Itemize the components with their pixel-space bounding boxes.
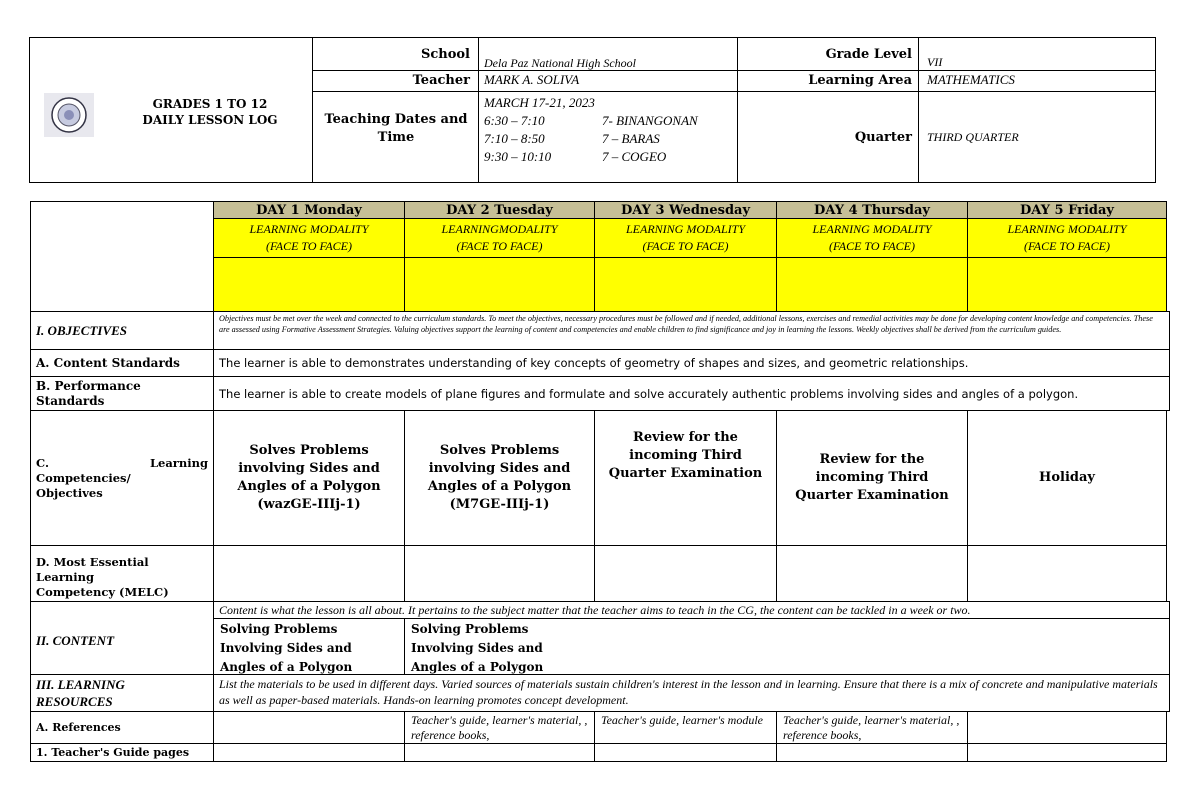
content-note: Content is what the lesson is all about. It pertains to the subject matter that the teacher aims to teach in the CG, the content can be tackled in a week or two.: [213, 601, 1170, 619]
area-value: MATHEMATICS: [927, 72, 1015, 87]
references-day3: Teacher's guide, learner's module: [594, 711, 777, 744]
resources-label: III. LEARNING RESOURCES: [30, 674, 214, 712]
teacher-label: Teacher: [412, 73, 470, 88]
empty-yellow-cell: [213, 257, 405, 312]
references-day5: [967, 711, 1167, 744]
schedule-row: 6:30 – 7:10 7- BINANGONAN: [484, 113, 698, 128]
content-day1: Solving Problems Involving Sides and Angles of a Polygon: [213, 618, 405, 675]
competency-day5: Holiday: [967, 410, 1167, 546]
competency-day3: Review for the incoming Third Quarter Examination: [594, 410, 777, 546]
references-day1: [213, 711, 405, 744]
modality-cell: LEARNING MODALITY (FACE TO FACE): [776, 218, 968, 258]
melc-day5: [967, 545, 1167, 602]
day-header: DAY 1 Monday: [213, 201, 405, 219]
school-value: Dela Paz National High School: [484, 56, 636, 70]
references-label: A. References: [30, 711, 214, 744]
tg-pages-label: 1. Teacher's Guide pages: [30, 743, 214, 762]
schedule-row: 9:30 – 10:10 7 – COGEO: [484, 149, 667, 164]
title-line1: GRADES 1 TO 12: [152, 97, 268, 111]
tg-pages-day4: [776, 743, 968, 762]
tg-pages-day5: [967, 743, 1167, 762]
modality-cell: LEARNINGMODALITY (FACE TO FACE): [404, 218, 595, 258]
melc-day2: [404, 545, 595, 602]
competency-day4: Review for the incoming Third Quarter Examination: [776, 410, 968, 546]
performance-standards-label: B. Performance Standards: [30, 376, 214, 411]
objectives-note: Objectives must be met over the week and connected to the curriculum standards. To meet the objectives, necessary procedures must be followed and if needed, additional lessons, exercises and remedial activities may be done for developing content knowledge and competencies. These are assessed using Formative Assessment Strategies. Valuing objectives support the learning of content and competencies and enable children to find significance and joy in learning the lessons. Weekly objectives shall be derived from the curriculum guides.: [213, 311, 1170, 350]
dates-line1: MARCH 17-21, 2023: [484, 95, 595, 110]
content-standards-text: The learner is able to demonstrates understanding of key concepts of geometry of shapes and sizes, and geometric relationships.: [213, 349, 1170, 377]
corner-cell: [30, 201, 214, 312]
dates-value: [484, 94, 734, 166]
modality-cell: LEARNING MODALITY (FACE TO FACE): [594, 218, 777, 258]
grade-value: VII: [927, 55, 943, 69]
title-line2: DAILY LESSON LOG: [142, 113, 278, 127]
deped-seal-icon: [44, 93, 94, 137]
competency-day1: Solves Problems involving Sides and Angles of a Polygon (wazGE-IIIj-1): [213, 410, 405, 546]
melc-day4: [776, 545, 968, 602]
tg-pages-day1: [213, 743, 405, 762]
objectives-label: I. OBJECTIVES: [30, 311, 214, 350]
empty-yellow-cell: [404, 257, 595, 312]
references-day4: Teacher's guide, learner's material, , reference books,: [776, 711, 968, 744]
content-day2: Solving Problems Involving Sides and Angles of a Polygon: [404, 618, 595, 675]
quarter-label: Quarter: [854, 130, 912, 145]
content-standards-label: A. Content Standards: [30, 349, 214, 377]
day-header: DAY 4 Thursday: [776, 201, 968, 219]
competency-day2: Solves Problems involving Sides and Angles of a Polygon (M7GE-IIIj-1): [404, 410, 595, 546]
day-header: DAY 2 Tuesday: [404, 201, 595, 219]
day-header: DAY 3 Wednesday: [594, 201, 777, 219]
melc-day1: [213, 545, 405, 602]
modality-cell: LEARNING MODALITY (FACE TO FACE): [213, 218, 405, 258]
empty-yellow-cell: [776, 257, 968, 312]
teacher-value: MARK A. SOLIVA: [484, 72, 580, 87]
quarter-value: THIRD QUARTER: [927, 130, 1019, 144]
schedule-row: 7:10 – 8:50 7 – BARAS: [484, 131, 660, 146]
day-header: DAY 5 Friday: [967, 201, 1167, 219]
lesson-log-title: [110, 96, 310, 128]
tg-pages-day3: [594, 743, 777, 762]
school-label: School: [420, 47, 470, 62]
content-label: II. CONTENT: [30, 601, 214, 675]
area-label: Learning Area: [808, 73, 912, 88]
melc-label: D. Most Essential Learning Competency (MELC): [30, 545, 214, 602]
tg-pages-day2: [404, 743, 595, 762]
modality-cell: LEARNING MODALITY (FACE TO FACE): [967, 218, 1167, 258]
empty-yellow-cell: [967, 257, 1167, 312]
references-day2: Teacher's guide, learner's material, , reference books,: [404, 711, 595, 744]
performance-standards-text: The learner is able to create models of plane figures and formulate and solve accurately authentic problems involving sides and angles of a polygon.: [213, 376, 1170, 411]
empty-yellow-cell: [594, 257, 777, 312]
resources-note: List the materials to be used in different days. Varied sources of materials sustain children's interest in the lesson and in learning. Ensure that there is a mix of concrete and manipulative materials as well as paper-based materials. Hands-on learning promotes concept development.: [213, 674, 1170, 712]
dates-label: Teaching Dates and Time: [324, 112, 468, 145]
competencies-label: C. Learning Competencies/ Objectives: [30, 410, 214, 546]
melc-day3: [594, 545, 777, 602]
content-rest-area: [594, 618, 1170, 675]
grade-label: Grade Level: [825, 47, 912, 62]
